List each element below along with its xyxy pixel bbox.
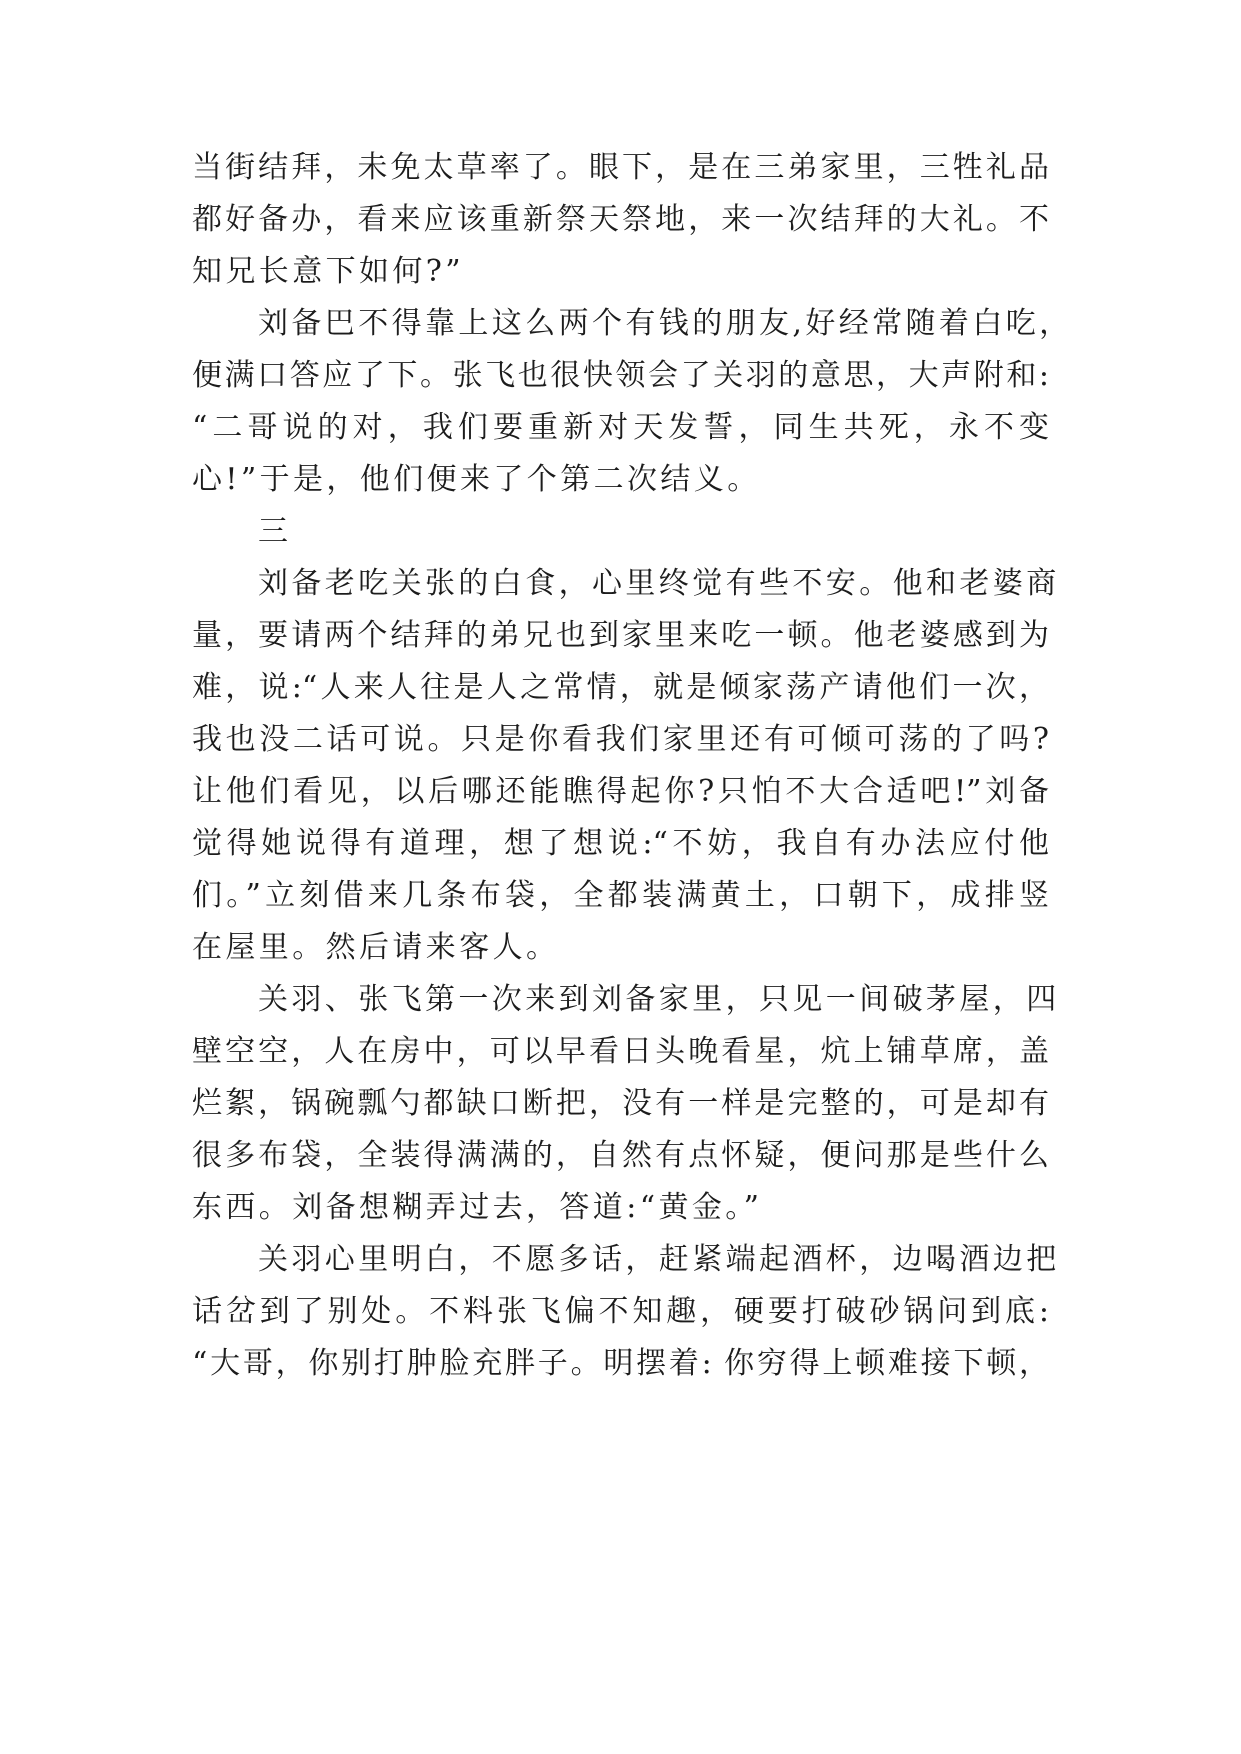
paragraph-first-line: 刘备老吃关张的白食，心里终觉有些不安。他和老婆商 bbox=[258, 566, 1060, 601]
text-line: 觉得她说得有道理，想了想说:“不妨，我自有办法应付他 bbox=[192, 826, 1049, 861]
text-line: 知兄长意下如何?” bbox=[192, 254, 465, 289]
section-heading: 三 bbox=[258, 514, 292, 549]
text-line: 便满口答应了下。张飞也很快领会了关羽的意思，大声附和: bbox=[192, 358, 1049, 393]
text-line: 心!”于是，他们便来了个第二次结义。 bbox=[192, 462, 761, 497]
text-line: 很多布袋，全装得满满的，自然有点怀疑，便问那是些什么 bbox=[192, 1138, 1049, 1173]
text-line: 我也没二话可说。只是你看我们家里还有可倾可荡的了吗? bbox=[192, 722, 1049, 757]
text-line: 东西。刘备想糊弄过去，答道:“黄金。” bbox=[192, 1190, 763, 1225]
text-line: 烂絮，锅碗瓢勺都缺口断把，没有一样是完整的，可是却有 bbox=[192, 1086, 1049, 1121]
text-line: “大哥，你别打肿脸充胖子。明摆着: 你穷得上顿难接下顿， bbox=[192, 1346, 1049, 1381]
text-line: 都好备办，看来应该重新祭天祭地，来一次结拜的大礼。不 bbox=[192, 202, 1049, 237]
text-line: 话岔到了别处。不料张飞偏不知趣，硬要打破砂锅问到底: bbox=[192, 1294, 1049, 1329]
text-line: 难，说:“人来人往是人之常情，就是倾家荡产请他们一次， bbox=[192, 670, 1049, 705]
paragraph-first-line: 关羽、张飞第一次来到刘备家里，只见一间破茅屋，四 bbox=[258, 982, 1060, 1017]
text-line: 量，要请两个结拜的弟兄也到家里来吃一顿。他老婆感到为 bbox=[192, 618, 1049, 653]
text-line: 当街结拜，未免太草率了。眼下，是在三弟家里，三牲礼品 bbox=[192, 150, 1049, 185]
paragraph-first-line: 刘备巴不得靠上这么两个有钱的朋友,好经常随着白吃， bbox=[258, 306, 1073, 341]
text-line: 在屋里。然后请来客人。 bbox=[192, 930, 560, 965]
text-line: “二哥说的对，我们要重新对天发誓，同生共死，永不变 bbox=[192, 410, 1049, 445]
text-line: 壁空空，人在房中，可以早看日头晚看星，炕上铺草席，盖 bbox=[192, 1034, 1049, 1069]
text-line: 们。”立刻借来几条布袋，全都装满黄土，口朝下，成排竖 bbox=[192, 878, 1049, 913]
text-line: 让他们看见，以后哪还能瞧得起你?只怕不大合适吧!”刘备 bbox=[192, 774, 1049, 809]
paragraph-first-line: 关羽心里明白，不愿多话，赶紧端起酒杯，边喝酒边把 bbox=[258, 1242, 1060, 1277]
